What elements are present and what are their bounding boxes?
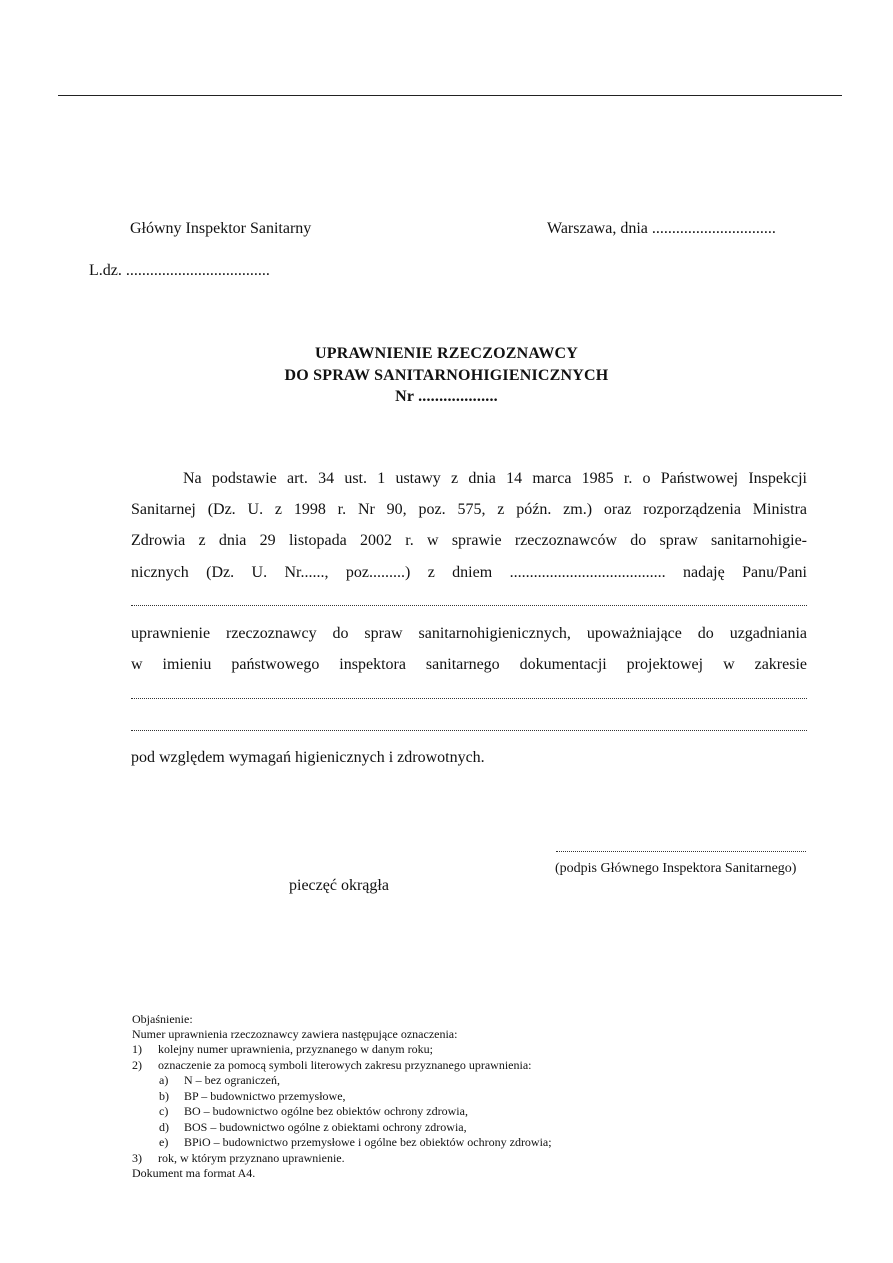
explanation-item: 1) kolejny numer uprawnienia, przyznanego w danym roku; [132, 1042, 433, 1056]
fill-in-dotted-line [131, 730, 807, 731]
body-text-line: nicznych (Dz. U. Nr......, poz.........) z dniem ....................................... nadaję Panu/Pani [131, 564, 807, 581]
explanation-subitem: a) N – bez ograniczeń, [159, 1073, 280, 1087]
explanation-heading: Objaśnienie: [132, 1012, 193, 1026]
explanation-item: 2) oznaczenie za pomocą symboli literowych zakresu przyznanego uprawnienia: [132, 1058, 532, 1072]
explanation-subitem: e) BPiO – budownictwo przemysłowe i ogólne bez obiektów ochrony zdrowia; [159, 1135, 552, 1149]
fill-in-dotted-line [131, 605, 807, 606]
document-title-line2: DO SPRAW SANITARNOHIGIENICZNYCH [284, 367, 609, 384]
explanation-subitem: d) BOS – budownictwo ogólne z obiektami ochrony zdrowia, [159, 1120, 467, 1134]
body-text-line: w imieniu państwowego inspektora sanitarnego dokumentacji projektowej w zakresie [131, 656, 807, 673]
body-text-line: uprawnienie rzeczoznawcy do spraw sanitarnohigienicznych, upoważniające do uzgadniania [131, 625, 807, 642]
body-text-line: Zdrowia z dnia 29 listopada 2002 r. w sprawie rzeczoznawców do spraw sanitarnohigie- [131, 532, 807, 549]
document-number: Nr ................... [395, 388, 498, 405]
explanation-intro: Numer uprawnienia rzeczoznawcy zawiera następujące oznaczenia: [132, 1027, 458, 1041]
body-text-line: pod względem wymagań higienicznych i zdrowotnych. [131, 749, 485, 766]
explanation-subitem: b) BP – budownictwo przemysłowe, [159, 1089, 346, 1103]
document-title-line1: UPRAWNIENIE RZECZOZNAWCY [314, 345, 579, 362]
explanation-subitem: c) BO – budownictwo ogólne bez obiektów ochrony zdrowia, [159, 1104, 468, 1118]
stamp-placeholder: pieczęć okrągła [289, 877, 389, 894]
place-and-date: Warszawa, dnia ............................... [547, 220, 776, 237]
top-horizontal-rule [58, 95, 842, 96]
body-text-line: Na podstawie art. 34 ust. 1 ustawy z dnia 14 marca 1985 r. o Państwowej Inspekcji [183, 470, 807, 487]
fill-in-dotted-line [131, 698, 807, 699]
body-text-line: Sanitarnej (Dz. U. z 1998 r. Nr 90, poz. 575, z późn. zm.) oraz rozporządzenia Ministra [131, 501, 807, 518]
issuing-authority: Główny Inspektor Sanitarny [130, 220, 312, 237]
signature-dotted-line [556, 851, 806, 852]
signature-caption: (podpis Głównego Inspektora Sanitarnego) [555, 861, 797, 876]
reference-number: L.dz. .................................... [89, 262, 270, 279]
explanation-item: 3) rok, w którym przyznano uprawnienie. [132, 1151, 345, 1165]
explanation-footer: Dokument ma format A4. [132, 1166, 256, 1180]
